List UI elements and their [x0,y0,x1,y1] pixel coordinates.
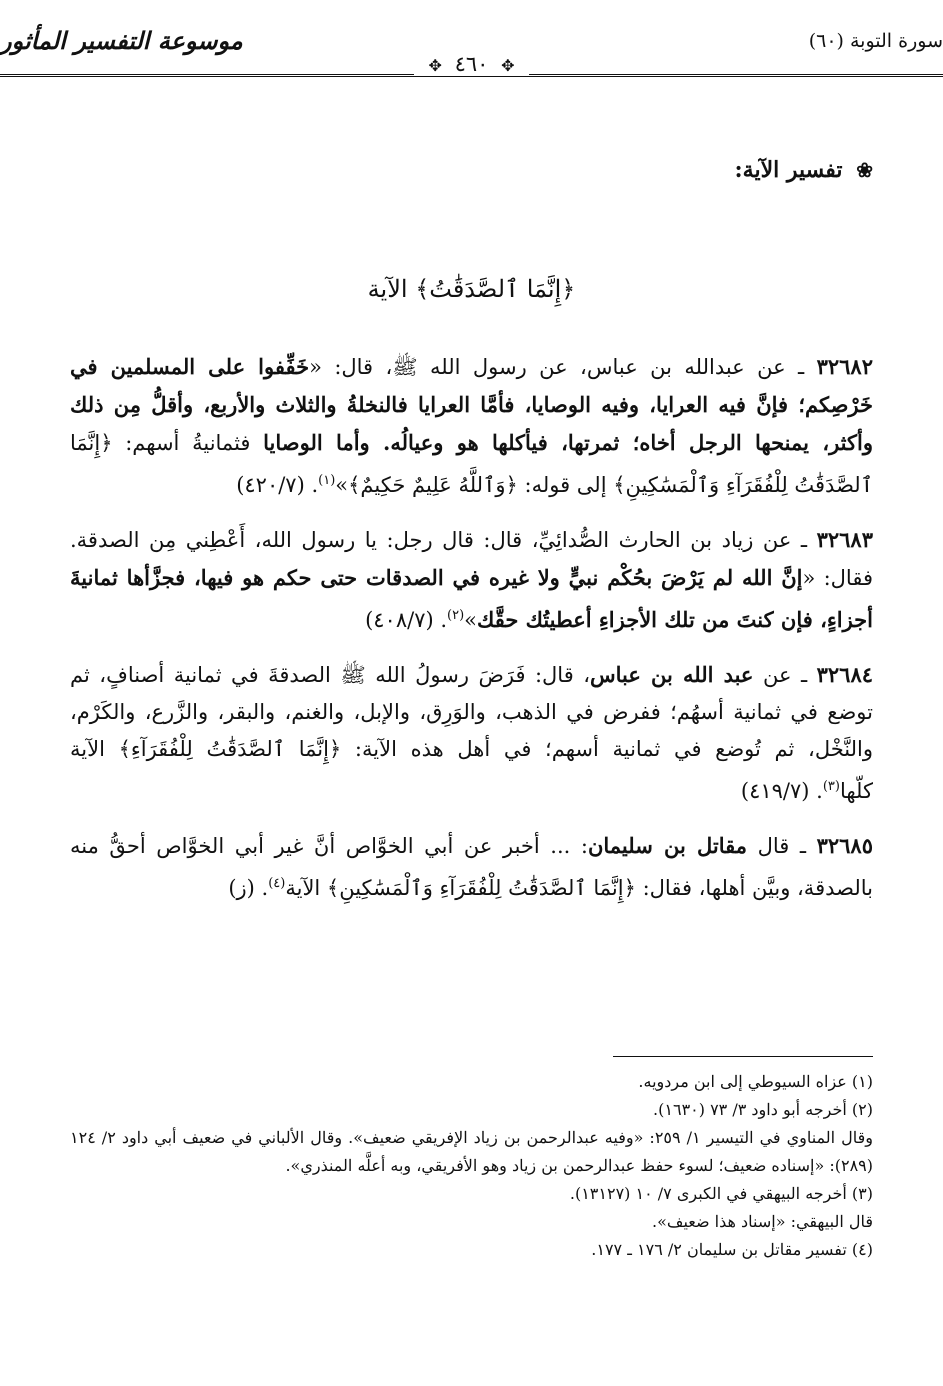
footnote: (٤) تفسير مقاتل بن سليمان ٢/ ١٧٦ ـ ١٧٧. [591,1240,873,1259]
section-heading-text: تفسير الآية: [734,157,843,183]
hadith-intro: ـ عن عبدالله بن عباس، عن رسول الله ﷺ، قال: « [309,355,817,379]
hadith-tail: فثمانيةُ أسهم: ﴿إِنَّمَا ٱلصَّدَقَٰتُ لِلْفُقَرَآءِ وَٱلْمَسَٰكِينِ﴾ إلى قوله: ﴿وَٱللَّهُ عَلِيمٌ حَكِيمٌ﴾» [70,431,873,497]
ornament-left: ✥ [428,56,442,75]
footnote: قال البيهقي: «إسناد هذا ضعيف». [652,1212,873,1231]
source-ref: . (٤٠٨/٧) [365,608,448,632]
hadith-text: خَفِّفوا على المسلمين في خَرْصِكم؛ فإنَّ فيه العرايا، وفيه الوصايا، فأمَّا العرايا فالنخلةُ والثلاث والأربع، وأقلُّ مِن ذلك وأكثر، يمنحها الرجل أخاه؛ ثمرتها، فيأكلها هو وعيالُه. وأما الوصايا [70,354,873,455]
source-ref: . (٤١٩/٧) [740,779,823,803]
book-title: موسوعة التفسير المأثور [0,26,243,55]
ornament-right: ✥ [501,56,515,75]
surah-title: سورة التوبة (٦٠) [808,30,943,52]
footnotes [70,1068,873,1264]
hadith-number: ٣٢٦٨٤ [816,662,874,687]
page-number: ٤٦٠ [454,52,489,76]
hadith-tail: ، قال: فَرَضَ رسولُ الله ﷺ الصدقةَ في ثمانية أصنافٍ، ثم توضع في ثمانية أسهُم؛ ففرض في الذهب، والوَرِق، والإبل، والغنم، والبقر، والزَّرع، والكَرْم، والنَّخْل، ثم تُوضع في ثمانية أسهم؛ في أهل هذه الآية: ﴿إِنَّمَا ٱلصَّدَقَٰتُ لِلْفُقَرَآءِ﴾ الآية كلّها [70,663,873,803]
footnote-marker[interactable]: (٣) [822,779,840,794]
footnote: (١) عزاه السيوطي إلى ابن مردويه. [638,1072,873,1091]
hadith-tail: » [464,608,478,632]
footnote: وقال المناوي في التيسير ١/ ٢٥٩: «وفيه عبدالرحمن بن زياد الإفريقي ضعيف». وقال الألباني في ضعيف أبي داود ٢/ ١٢٤ (٢٨٩): «إسناده ضعيف؛ لسوء حفظ عبدالرحمن بن زياد وهو الأفريقي، وبه أعلَّه المنذري». [70,1128,874,1175]
hadith-intro: ـ قال [747,834,817,858]
footnote-marker[interactable]: (١) [318,473,336,488]
footnote: (٣) أخرجه البيهقي في الكبرى ٧/ ١٠ (١٣١٢٧). [569,1184,873,1203]
page-body [70,40,873,1366]
hadith-entry [70,348,873,504]
flower-icon: ❀ [856,158,873,182]
hadith-intro: ـ عن [753,663,817,687]
source-ref: . (٤٢٠/٧) [236,473,319,497]
hadith-number: ٣٢٦٨٣ [816,527,873,552]
footnote-divider [613,1056,873,1057]
narrator-name: عبد الله بن عباس [590,662,754,687]
hadith-entry [70,656,873,810]
narrator-name: مقاتل بن سليمان [587,833,748,858]
hadith-entry [70,827,873,907]
section-heading [735,157,873,183]
hadith-entry [70,521,873,639]
hadith-list [70,348,873,924]
hadith-intro: ـ عن زياد بن الحارث الصُّدائِيِّ، قال: قال رجل: يا رسول الله، أَعْطِني مِن الصدقة. فقال: « [70,528,873,590]
footnote: (٢) أخرجه أبو داود ٣/ ٧٣ (١٦٣٠). [653,1100,873,1119]
hadith-tail: : ... أخبر عن أبي الخوَّاص أنَّ غير أبي الخوَّاص أحقُّ منه بالصدقة، وبيَّن أهلها، فقال: ﴿إِنَّمَا ٱلصَّدَقَٰتُ لِلْفُقَرَآءِ وَٱلْمَسَٰكِينِ﴾ الآية [70,834,873,900]
footnote-marker[interactable]: (٢) [447,608,465,623]
hadith-number: ٣٢٦٨٥ [816,833,873,858]
hadith-text: إنَّ الله لم يَرْضَ بحُكْم نبيٍّ ولا غيره في الصدقات حتى حكم هو فيها، فجزَّأها ثمانيةَ أجزاءٍ، فإن كنتَ من تلك الأجزاءِ أعطيتُك حقَّك [70,565,873,632]
verse-heading: ﴿إِنَّمَا ٱلصَّدَقَٰتُ﴾ الآية [367,275,576,303]
hadith-number: ٣٢٦٨٢ [816,354,873,379]
source-ref: . (ز) [228,876,269,900]
footnote-marker[interactable]: (٤) [268,876,286,891]
